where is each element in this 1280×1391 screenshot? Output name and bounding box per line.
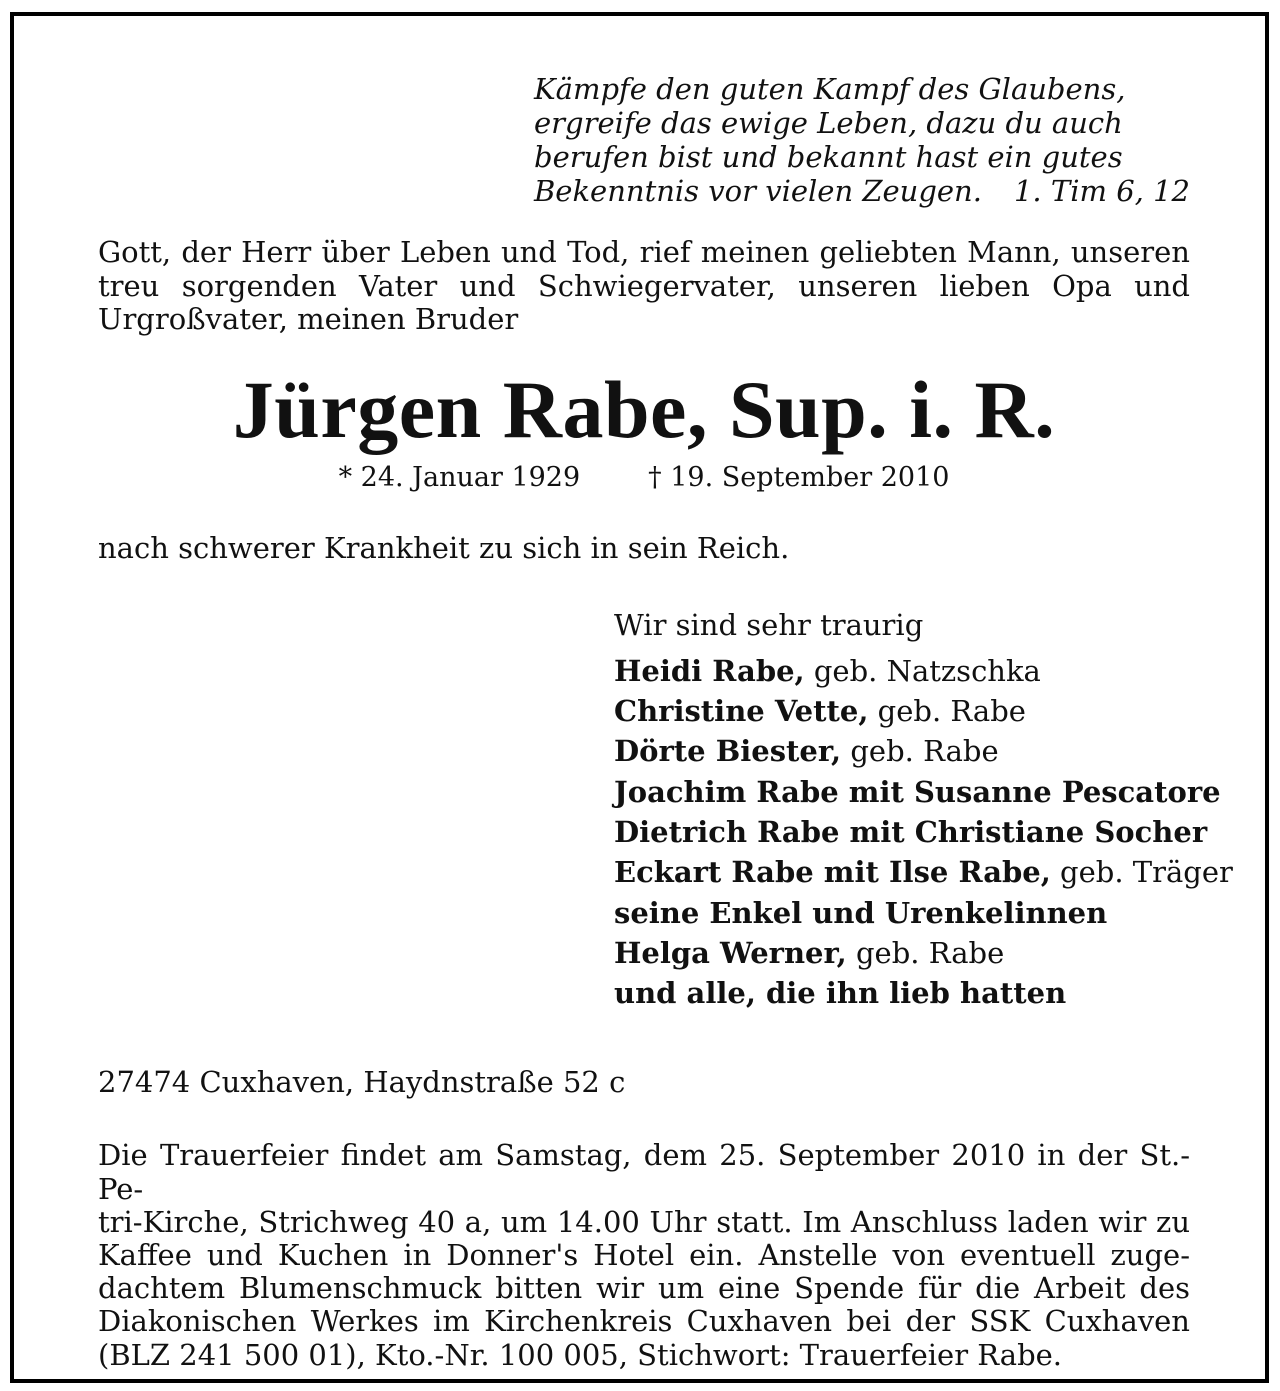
verse-line: Bekenntnis vor vielen Zeugen. [534, 174, 982, 208]
intro-text: Gott, der Herr über Leben und Tod, rief meinen geliebten Mann, unseren treu sorgenden Vater und Schwiegervater, unseren lieben Opa und Urgroßvater, meinen Bruder [98, 235, 1190, 336]
verse-line: ergreife das ewige Leben, dazu du auch [534, 106, 1123, 140]
mourner-note: geb. Rabe [868, 694, 1026, 729]
service-line: Diakonischen Werkes im Kirchenkreis Cuxhaven bei der SSK Cuxhaven [98, 1304, 1190, 1339]
bible-verse [534, 72, 1190, 208]
mourner-note: geb. Rabe [846, 935, 1005, 970]
death-date: † 19. September 2010 [648, 461, 950, 493]
mourner-name: Joachim Rabe mit Susanne Pescatore [614, 774, 1221, 809]
mourner-note: geb. Rabe [841, 734, 999, 769]
mourner-row [614, 651, 1190, 691]
mourners-lead: Wir sind sehr traurig [614, 607, 924, 642]
mourner-row [614, 973, 1190, 1013]
service-line: Die Trauerfeier findet am Samstag, dem 25. September 2010 in der St.-Pe- [98, 1138, 1190, 1206]
notice-content [98, 72, 1233, 1372]
mourner-name: und alle, die ihn lieb hatten [614, 976, 1067, 1011]
service-line: tri-Kirche, Strichweg 40 a, um 14.00 Uhr statt. Im Anschluss laden wir zu [98, 1204, 1190, 1239]
life-dates [98, 461, 1190, 495]
mourner-name: seine Enkel und Urenkelinnen [614, 895, 1108, 930]
verse-last-line [534, 174, 1190, 208]
mourner-name: Helga Werner, [614, 935, 847, 970]
service-line: Kaffee und Kuchen in Donner's Hotel ein. Anstelle von eventuell zuge- [98, 1238, 1190, 1273]
notice-frame [10, 12, 1269, 1383]
birth-date: * 24. Januar 1929 [338, 461, 581, 493]
mourner-row [614, 812, 1208, 852]
mourner-row [614, 691, 1190, 731]
address: 27474 Cuxhaven, Haydnstraße 52 c [98, 1065, 626, 1100]
verse-line: berufen bist und bekannt hast ein gutes [534, 140, 1123, 174]
mourner-name: Christine Vette, [614, 694, 869, 729]
service-info [98, 1139, 1190, 1371]
service-line: (BLZ 241 500 01), Kto.-Nr. 100 005, Stichwort: Trauerfeier Rabe. [98, 1337, 1063, 1372]
mourners-list [614, 605, 1233, 1014]
mourner-note: geb. Träger [1050, 855, 1233, 890]
mourner-note: geb. Natzschka [804, 653, 1041, 688]
service-line: dachtem Blumenschmuck bitten wir um eine Spende für die Arbeit des [98, 1271, 1190, 1306]
mourner-name: Eckart Rabe mit Ilse Rabe, [614, 855, 1051, 890]
mourner-row [614, 772, 1221, 812]
mourner-name: Heidi Rabe, [614, 653, 805, 688]
mourner-row [614, 852, 1233, 892]
mourner-row [614, 933, 1190, 973]
verse-reference: 1. Tim 6, 12 [1013, 174, 1190, 208]
outro-text: nach schwerer Krankheit zu sich in sein Reich. [98, 530, 790, 565]
mourner-row [614, 731, 1190, 771]
mourner-name: Dörte Biester, [614, 734, 842, 769]
deceased-name: Jürgen Rabe, Sup. i. R. [232, 363, 1056, 455]
mourner-name: Dietrich Rabe mit Christiane Socher [614, 814, 1208, 849]
verse-line: Kämpfe den guten Kampf des Glaubens, [534, 72, 1126, 106]
mourner-row [614, 893, 1190, 933]
